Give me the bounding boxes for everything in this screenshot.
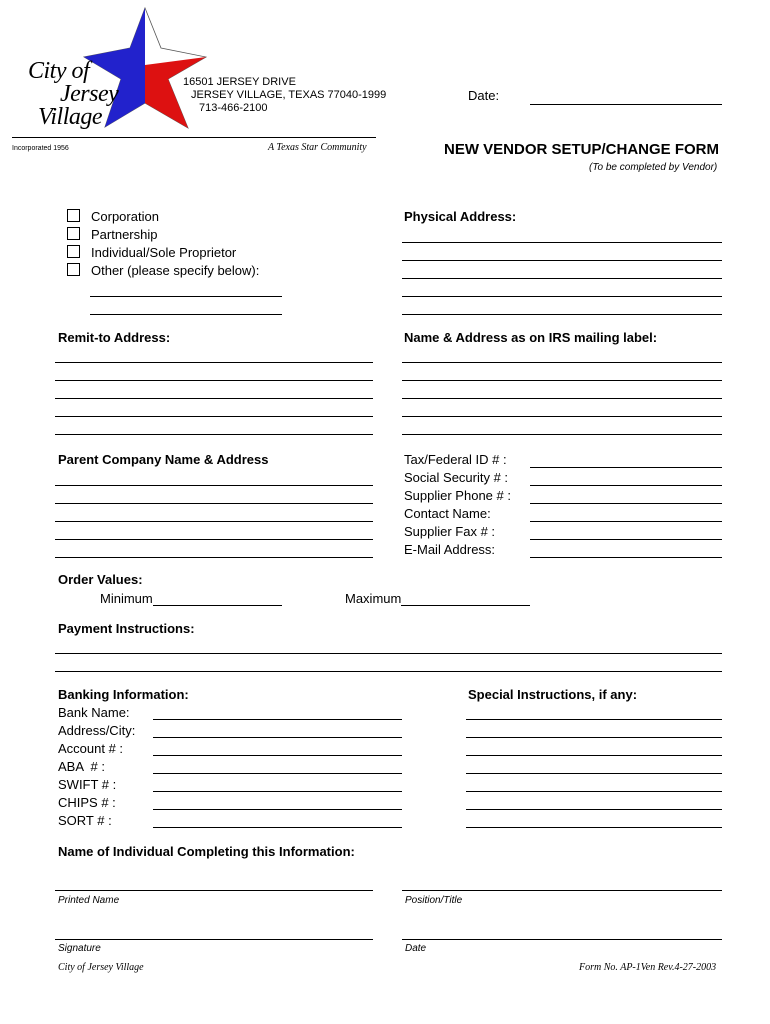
city-address xyxy=(183,76,386,115)
contact-name-label: Contact Name: xyxy=(404,506,491,521)
signature-label: Signature xyxy=(58,943,101,954)
irs-line-1[interactable] xyxy=(402,362,722,363)
form-subtitle: (To be completed by Vendor) xyxy=(589,162,718,173)
supplier-phone-field[interactable] xyxy=(530,503,722,504)
address-line-2: JERSEY VILLAGE, TEXAS 77040-1999 xyxy=(191,89,387,101)
supplier-fax-field[interactable] xyxy=(530,539,722,540)
minimum-field[interactable] xyxy=(153,605,282,606)
parent-company-line-4[interactable] xyxy=(55,539,373,540)
ssn-label: Social Security # : xyxy=(404,470,509,485)
maximum-label: Maximum xyxy=(345,591,402,606)
irs-line-5[interactable] xyxy=(402,434,722,435)
other-specify-line-1[interactable] xyxy=(90,296,282,297)
individual-label: Individual/Sole Proprietor xyxy=(91,245,237,260)
irs-line-2[interactable] xyxy=(402,380,722,381)
physical-address-heading: Physical Address: xyxy=(404,209,517,224)
swift-field[interactable] xyxy=(153,791,402,792)
parent-company-heading: Parent Company Name & Address xyxy=(58,452,269,467)
signature-date-field[interactable] xyxy=(402,939,722,940)
position-title-field[interactable] xyxy=(402,890,722,891)
parent-company-line-2[interactable] xyxy=(55,503,373,504)
address-line-1: 16501 JERSEY DRIVE xyxy=(183,76,296,88)
position-title-label: Position/Title xyxy=(405,895,463,906)
physical-address-line-2[interactable] xyxy=(402,260,722,261)
remit-to-heading: Remit-to Address: xyxy=(58,330,171,345)
physical-address-line-5[interactable] xyxy=(402,314,722,315)
tax-id-label: Tax/Federal ID # : xyxy=(404,452,507,467)
remit-to-line-3[interactable] xyxy=(55,398,373,399)
footer-form-number: Form No. AP-1Ven Rev.4-27-2003 xyxy=(579,962,717,973)
email-label: E-Mail Address: xyxy=(404,542,496,557)
special-instructions-line-5[interactable] xyxy=(466,791,722,792)
order-values-heading: Order Values: xyxy=(58,572,143,587)
account-label: Account # : xyxy=(58,741,124,756)
special-instructions-line-1[interactable] xyxy=(466,719,722,720)
aba-label: ABA # : xyxy=(58,759,105,774)
special-instructions-line-7[interactable] xyxy=(466,827,722,828)
footer-left: City of Jersey Village xyxy=(58,962,144,973)
email-field[interactable] xyxy=(530,557,722,558)
account-field[interactable] xyxy=(153,755,402,756)
special-instructions-line-2[interactable] xyxy=(466,737,722,738)
other-label: Other (please specify below): xyxy=(91,263,260,278)
tax-id-field[interactable] xyxy=(530,467,722,468)
irs-label-heading: Name & Address as on IRS mailing label: xyxy=(404,330,658,345)
contact-name-field[interactable] xyxy=(530,521,722,522)
irs-line-4[interactable] xyxy=(402,416,722,417)
other-checkbox[interactable] xyxy=(67,263,80,276)
signature-date-label: Date xyxy=(405,943,427,954)
physical-address-line-4[interactable] xyxy=(402,296,722,297)
aba-field[interactable] xyxy=(153,773,402,774)
individual-checkbox[interactable] xyxy=(67,245,80,258)
special-instructions-line-6[interactable] xyxy=(466,809,722,810)
sort-field[interactable] xyxy=(153,827,402,828)
remit-to-line-1[interactable] xyxy=(55,362,373,363)
supplier-fax-label: Supplier Fax # : xyxy=(404,524,496,539)
corporation-checkbox[interactable] xyxy=(67,209,80,222)
sort-label: SORT # : xyxy=(58,813,112,828)
bank-name-label: Bank Name: xyxy=(58,705,130,720)
maximum-field[interactable] xyxy=(401,605,530,606)
motto-text: A Texas Star Community xyxy=(268,142,367,153)
remit-to-line-2[interactable] xyxy=(55,380,373,381)
date-field[interactable] xyxy=(530,104,722,105)
chips-label: CHIPS # : xyxy=(58,795,116,810)
physical-address-line-3[interactable] xyxy=(402,278,722,279)
corporation-label: Corporation xyxy=(91,209,159,224)
signature-field[interactable] xyxy=(55,939,373,940)
remit-to-line-5[interactable] xyxy=(55,434,373,435)
incorporated-text: Incorporated 1956 xyxy=(12,145,69,152)
special-instructions-heading: Special Instructions, if any: xyxy=(468,687,638,702)
printed-name-label: Printed Name xyxy=(58,895,120,906)
special-instructions-line-3[interactable] xyxy=(466,755,722,756)
payment-instructions-line-2[interactable] xyxy=(55,671,722,672)
parent-company-line-3[interactable] xyxy=(55,521,373,522)
minimum-label: Minimum xyxy=(100,591,153,606)
printed-name-field[interactable] xyxy=(55,890,373,891)
completer-heading: Name of Individual Completing this Information: xyxy=(58,844,355,859)
logo-text-city-of: City of xyxy=(28,58,90,84)
payment-instructions-line-1[interactable] xyxy=(55,653,722,654)
chips-field[interactable] xyxy=(153,809,402,810)
parent-company-line-5[interactable] xyxy=(55,557,373,558)
partnership-checkbox[interactable] xyxy=(67,227,80,240)
other-specify-line-2[interactable] xyxy=(90,314,282,315)
swift-label: SWIFT # : xyxy=(58,777,117,792)
address-line-3: 713-466-2100 xyxy=(199,102,268,114)
bank-name-field[interactable] xyxy=(153,719,402,720)
city-logo xyxy=(20,5,220,135)
ssn-field[interactable] xyxy=(530,485,722,486)
irs-line-3[interactable] xyxy=(402,398,722,399)
payment-instructions-heading: Payment Instructions: xyxy=(58,621,195,636)
banking-information-heading: Banking Information: xyxy=(58,687,189,702)
bank-address-label: Address/City: xyxy=(58,723,136,738)
partnership-label: Partnership xyxy=(91,227,158,242)
physical-address-line-1[interactable] xyxy=(402,242,722,243)
parent-company-line-1[interactable] xyxy=(55,485,373,486)
logo-text-jersey: Jersey xyxy=(60,81,119,107)
bank-address-field[interactable] xyxy=(153,737,402,738)
special-instructions-line-4[interactable] xyxy=(466,773,722,774)
date-label: Date: xyxy=(468,88,500,103)
header-rule xyxy=(12,137,376,138)
remit-to-line-4[interactable] xyxy=(55,416,373,417)
supplier-phone-label: Supplier Phone # : xyxy=(404,488,511,503)
logo-text-village: Village xyxy=(38,104,103,130)
form-title: NEW VENDOR SETUP/CHANGE FORM xyxy=(444,141,720,158)
